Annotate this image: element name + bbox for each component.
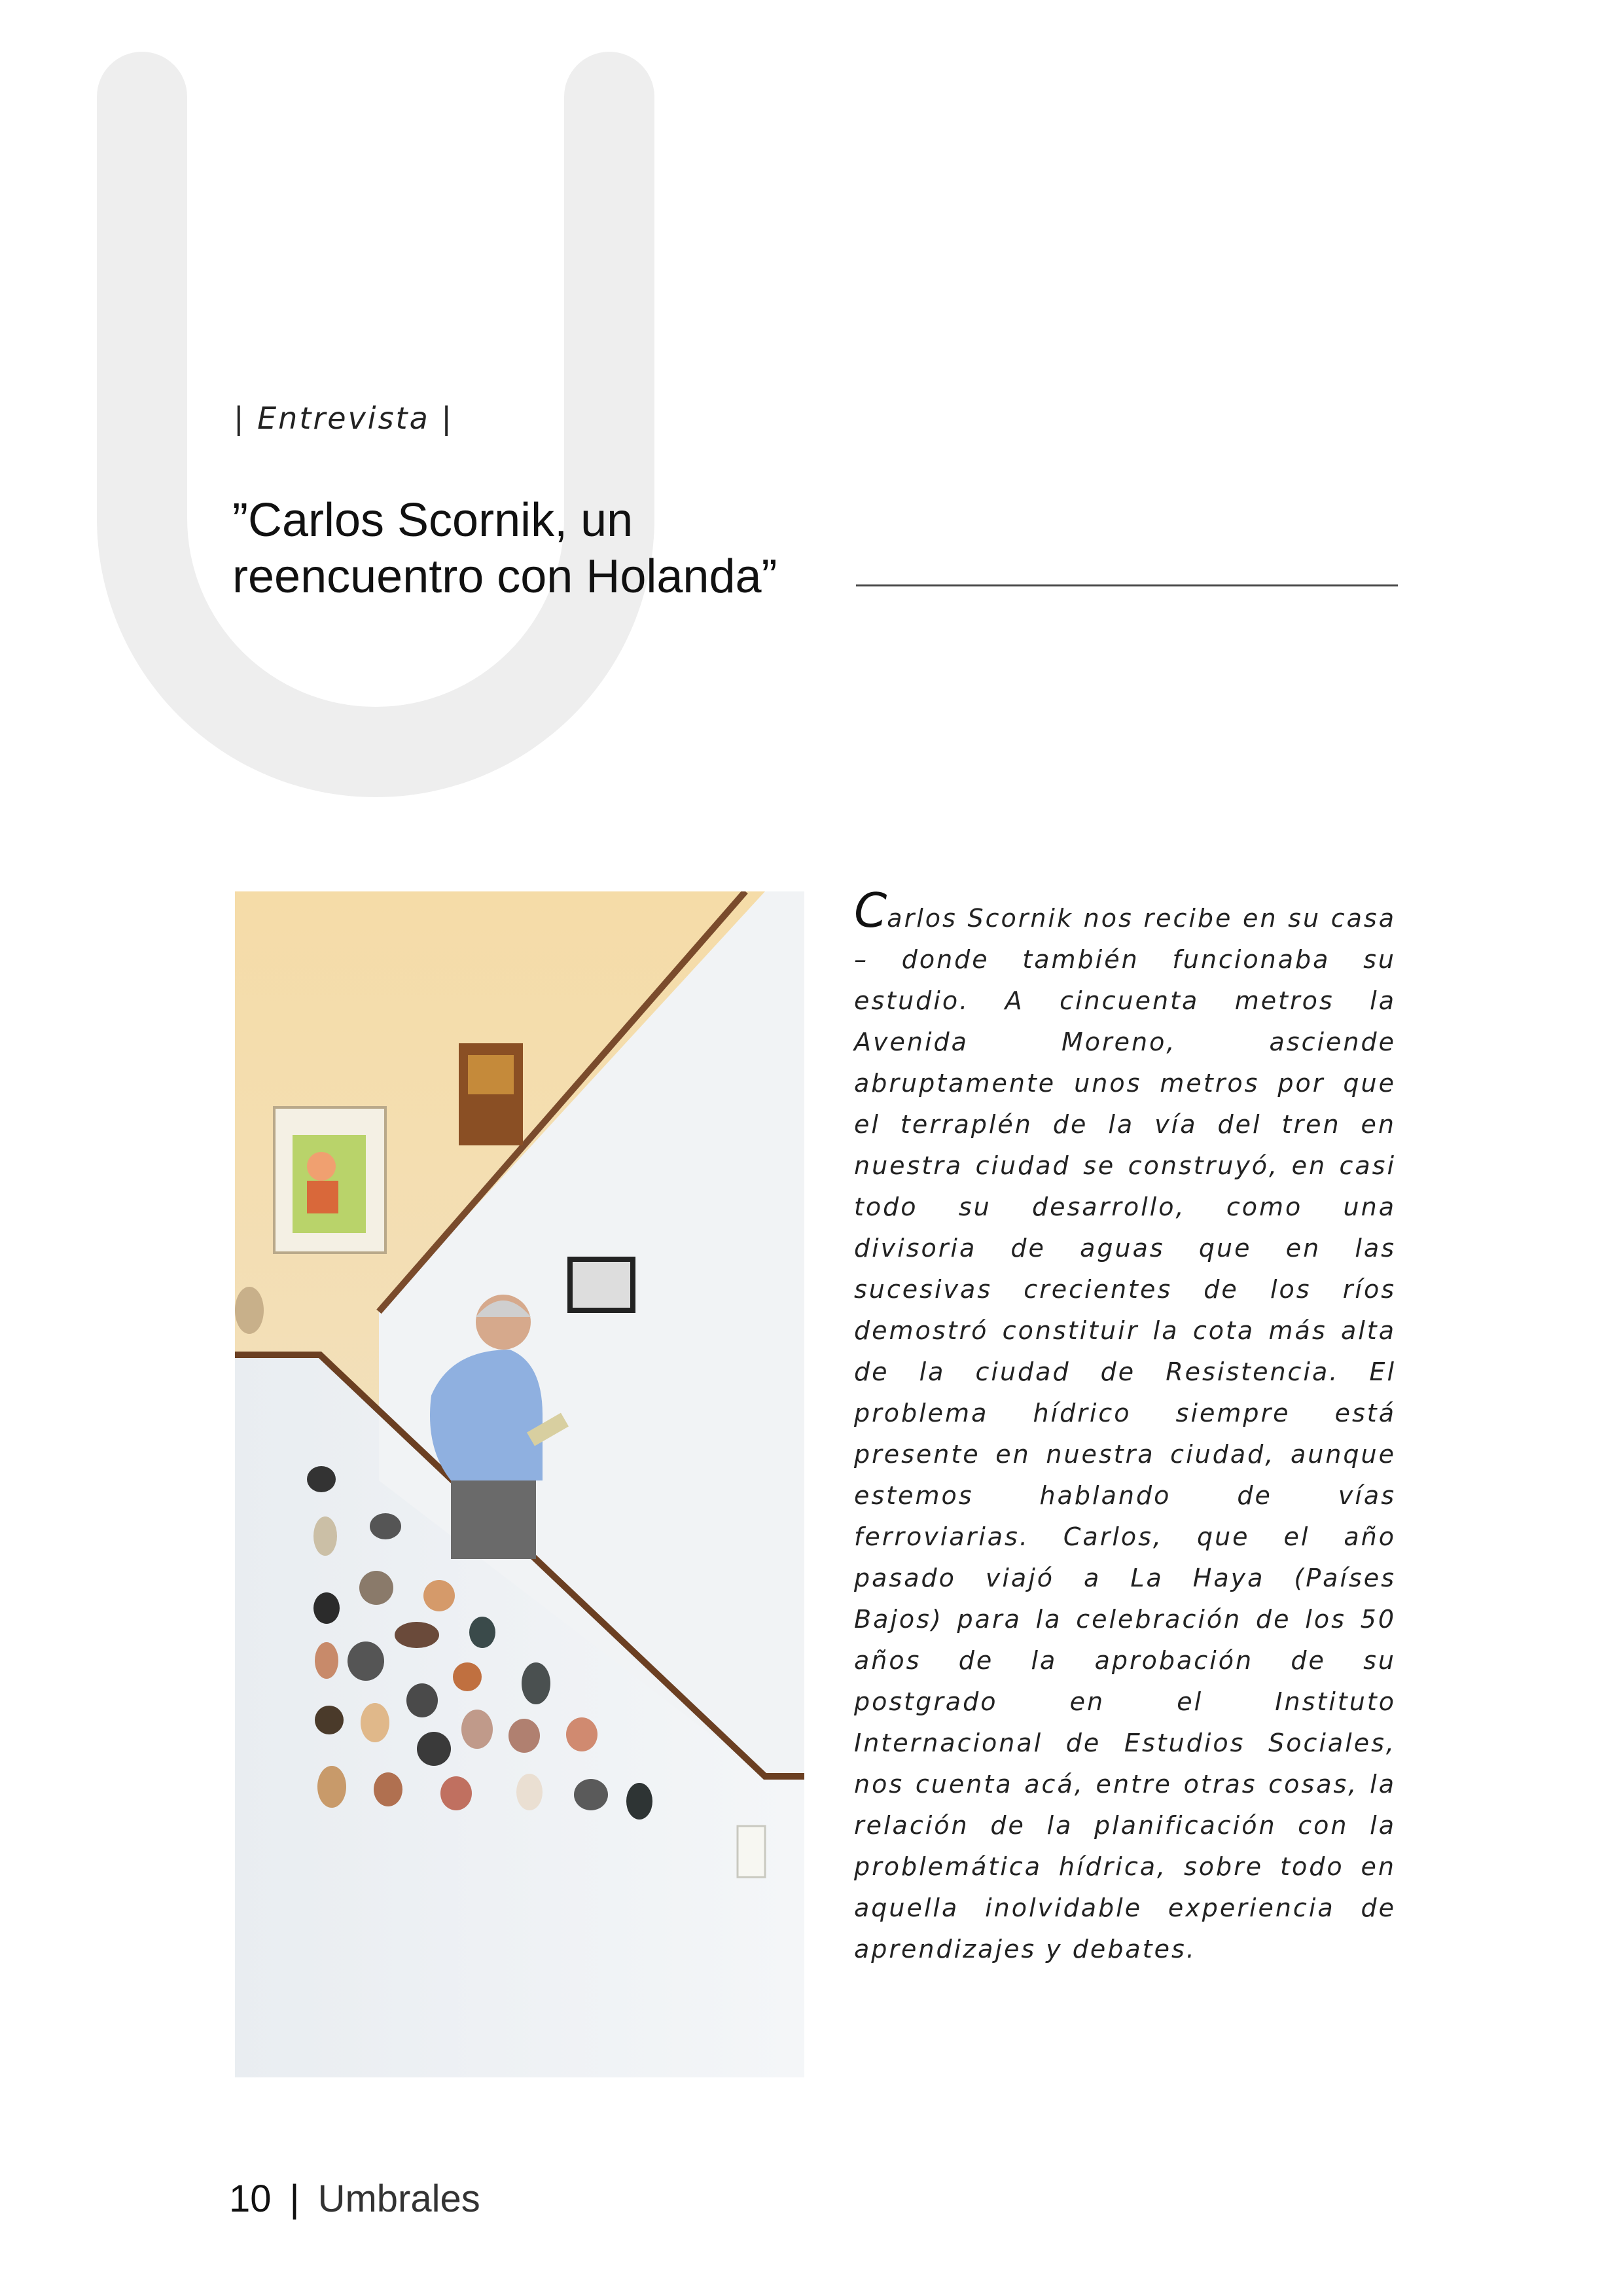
section-label: | Entrevista | [234, 401, 454, 436]
article-body-text: arlos Scornik nos recibe en su casa – donde también funcionaba su estudio. A cincuenta metros la Avenida Moreno, asciende abruptamente unos metros por que el terraplén de la vía del tren en nuestra ciudad se construyó, en casi todo su desarrollo, como una divisoria de aguas que en las sucesivas crecientes de los ríos demostró constituir la cota más alta de la ciudad de Resistencia. El problema hídrico siempre está presente en nuestra ciudad, aunque estemos hablando de vías ferroviarias. Carlos, que el año pasado viajó a La Haya (Países Bajos) para la celebración de los 50 años de la aprobación de su postgrado en el Instituto Internacional de Estudios Sociales, nos cuenta acá, entre otras cosas, la relación de la planificación con la problemática hídrica, sobre todo en aquella inolvidable experiencia de aprendizajes y debates. [854, 904, 1396, 1964]
title-line-2: reencuentro con Holanda” [232, 550, 777, 603]
magazine-name: Umbrales [317, 2178, 480, 2220]
title-rule [856, 584, 1398, 586]
footer-separator: | [289, 2178, 300, 2220]
title-line-1: ”Carlos Scornik, un [232, 494, 633, 547]
page-number: 10 [229, 2178, 272, 2220]
drop-cap: C [854, 883, 887, 938]
article-body [854, 883, 1396, 1970]
photo-illustration [235, 891, 804, 2077]
article-title [232, 492, 777, 605]
article-photo [235, 891, 804, 2077]
page-footer [229, 2177, 480, 2221]
decorative-letter-u [97, 97, 654, 797]
